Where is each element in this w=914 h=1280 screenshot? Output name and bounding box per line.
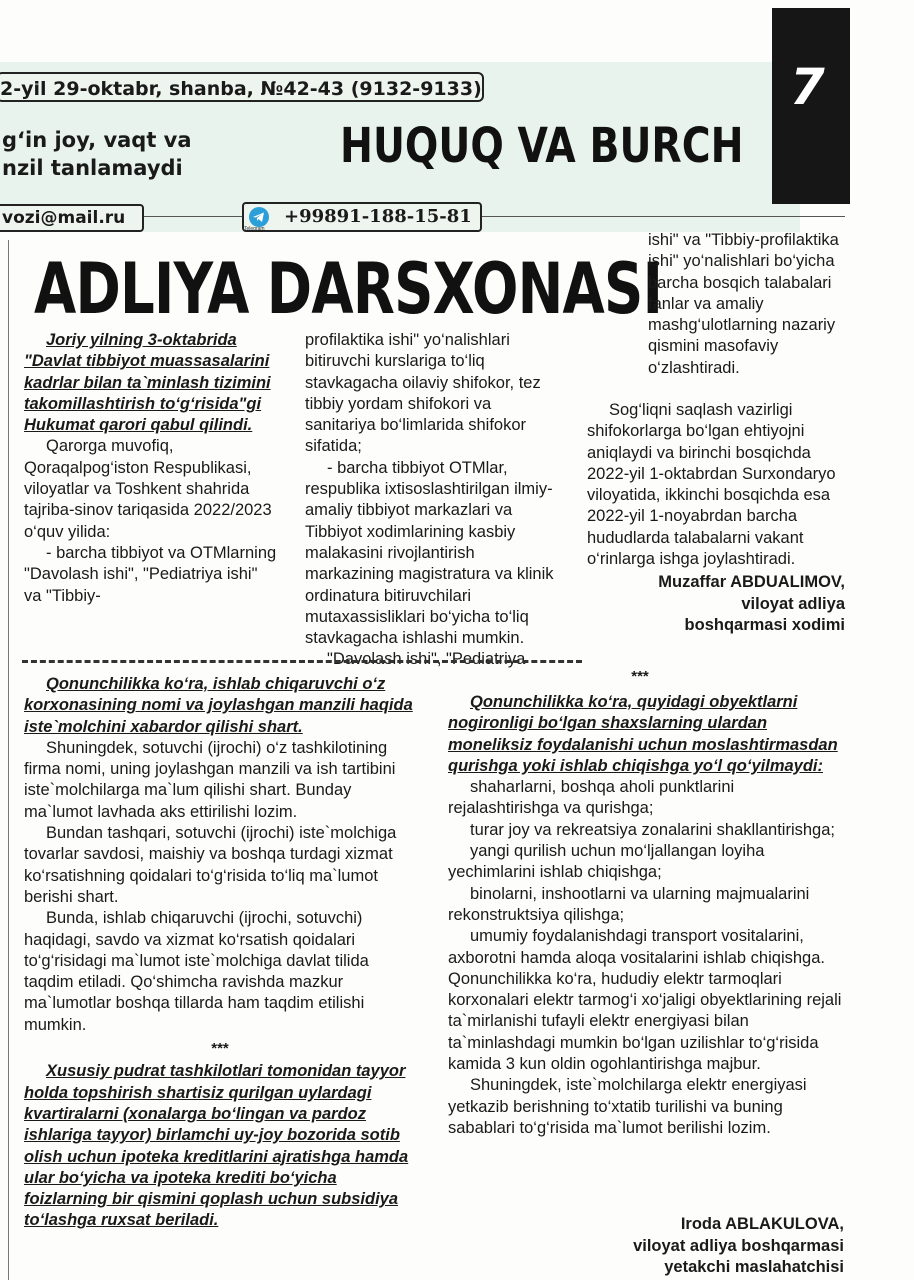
author-role: boshqarmasi xodimi	[684, 616, 845, 635]
right-news-list-item: binolarni, inshootlarni va ularning majmualarini rekonstruktsiya qilishga;	[448, 884, 810, 924]
left-news-column	[24, 674, 416, 1232]
phone-box	[242, 202, 482, 232]
left-news-paragraph: Bundan tashqari, sotuvchi (ijrochi) iste`molchiga tovarlar savdosi, maishiy va boshqa turdagi xizmat ko‘rsatishning qoidalari to‘g‘risida to‘liq ma`lumot berishi shart.	[24, 824, 397, 906]
newspaper-motto	[2, 126, 192, 182]
issue-date: 2-yil 29-oktabr, shanba, №42-43 (9132-9133)	[0, 78, 482, 100]
left-news-paragraph: Bunda, ishlab chiqaruvchi (ijrochi, sotuvchi) haqidagi, savdo va xizmat ko‘rsatish qoidalari to‘g‘risidagi ma`lumot iste`molchiga davlat tilida taqdim etiladi. Qo‘shimcha ravishda mazkur ma`lumotlar boshqa tillarda ham taqdim etilishi mumkin.	[24, 909, 369, 1034]
motto-line-1: g‘in joy, vaqt va	[2, 128, 192, 152]
section-divider	[22, 660, 582, 663]
article-headline: ADLIYA DARSXONASI	[34, 248, 663, 330]
right-news-column	[448, 692, 844, 1139]
article1-lead: Joriy yilning 3-oktabrida "Davlat tibbiyot muassasalarini kadrlar bilan ta`minlash tizimini takomillashtirish to‘g‘risida"gi Hukumat qarori qabul qilindi.	[24, 331, 271, 435]
article1-paragraph: ishi" va "Tibbiy-profilaktika ishi" yo‘nalishlari bo‘yicha barcha bosqich talabalari fanlar va amaliy mashg‘ulotlarning nazariy qismini masofaviy o‘zlashtiradi.	[648, 231, 839, 377]
page-edge-rule	[8, 240, 9, 1280]
right-news-paragraph: Shuningdek, iste`molchilarga elektr energiyasi yetkazib berishning to‘xtatib turilishi va buning sabablari to‘g‘risida ma`lumot berilishi lozim.	[448, 1076, 807, 1137]
author-role: yetakchi maslahatchisi	[664, 1258, 844, 1276]
right-news-list-item: yangi qurilish uchun mo‘ljallangan loyiha yechimlarini ishlab chiqishga;	[448, 842, 765, 882]
article1-paragraph: profilaktika ishi" yo‘nalishlari bitiruvchi kurslariga to‘liq stavkagacha oilaviy shifokor, tez tibbiy yordam shifokori va sanitariya bo‘limlarida shifokor sifatida;	[305, 331, 541, 456]
article1-list-item: - barcha tibbiyot va OTMlarning "Davolash ishi", "Pediatriya ishi" va "Tibbiy-	[24, 543, 277, 605]
right-news-list-item: shaharlarni, boshqa aholi punktlarini rejalashtirishga va qurishga;	[448, 778, 735, 818]
email-text: vozi@mail.ru	[2, 208, 126, 228]
page-number: 7	[790, 58, 825, 116]
phone-text: +99891-188-15-81	[284, 206, 472, 227]
article1-column-2	[305, 330, 563, 671]
article1-column-1	[24, 330, 279, 607]
author-name: Muzaffar ABDUALIMOV,	[658, 573, 845, 592]
article1-column-3a	[648, 230, 840, 379]
author-role: viloyat adliya	[741, 594, 845, 613]
article1-paragraph: "Davolash ishi", "Pediatriya	[327, 650, 526, 669]
article1-paragraph: Qarorga muvofiq, Qoraqalpog‘iston Respublikasi, viloyatlar va Toshkent shahrida tajriba-sinov tariqasida 2022/2023 o‘quv yilida:	[24, 437, 272, 541]
left-news-paragraph: Shuningdek, sotuvchi (ijrochi) o‘z tashkilotining firma nomi, uning joylashgan manzili va ish tartibini iste`molchilarga ma`lum qilishi shart. Bunday ma`lumot lavhada aks ettirilishi lozim.	[24, 738, 396, 821]
author-role: viloyat adliya boshqarmasi	[633, 1236, 844, 1255]
separator-stars: ***	[211, 1040, 229, 1058]
right-news-list-item: turar joy va rekreatsiya zonalarini shakllantirishga;	[470, 820, 835, 839]
separator-stars: ***	[631, 668, 649, 685]
article1-signature	[587, 572, 845, 637]
right-news-list-item: umumiy foydalanishdagi transport vositalarini, axborotni hamda aloqa vositalarini ishlab chiqishga. Qonunchilikka ko‘ra, hududiy elektr tarmoqlari korxonalari elektr tarmog‘i xo‘jaligi obyektlarining rejali ta`mirlanishi tufayli elektr energiyasi bilan ta`minlashdagi mumkin bo‘lgan uzilishlar to‘g‘risida kamida 3 kun oldin ogohlantirishga majbur.	[448, 927, 842, 1074]
section-title: HUQUQ VA BURCH	[340, 118, 744, 174]
issue-date-box	[0, 72, 484, 102]
telegram-label: Telegram	[244, 226, 265, 232]
motto-line-2: nzil tanlamaydi	[2, 156, 183, 180]
left-news-lead: Qonunchilikka ko‘ra, ishlab chiqaruvchi o‘z korxonasining nomi va joylashgan manzili haqida iste`molchini xabardor qilishi shart.	[24, 675, 413, 736]
author-name: Iroda ABLAKULOVA,	[680, 1215, 844, 1233]
right-news-lead: Qonunchilikka ko‘ra, quyidagi obyektlarni nogironligi bo‘lgan shaxslarning ulardan moneliksiz foydalanishi uchun moslashtirmasdan qurishga yoki ishlab chiqishga yo‘l qo‘yilmaydi:	[448, 693, 838, 775]
email-box	[0, 204, 144, 232]
right-news-signature	[560, 1214, 844, 1279]
left-news-lead: Xususiy pudrat tashkilotlari tomonidan tayyor holda topshirish shartisiz qurilgan uylardagi kvartiralarni (xonalarga bo‘lingan va pardoz ishlariga tayyor) birlamchi uy-joy bozorida sotib olish uchun ipoteka kreditlarini ajratishga hamda ular bo‘yicha va ipoteka krediti bo‘yicha foizlarning bir qismini qoplash uchun subsidiya to‘lashga ruxsat beriladi.	[24, 1062, 409, 1230]
article1-paragraph: Sog‘liqni saqlash vazirligi shifokorlarga bo‘lgan ehtiyojni aniqlaydi va birinchi bosqichda 2022-yil 1-oktabrdan Surxondaryo viloyatida, ikkinchi bosqichda esa 2022-yil 1-noyabrdan barcha hududlarda talabalarni vakant o‘rinlarga ishga joylashtiradi.	[587, 401, 836, 569]
article1-column-3b	[587, 400, 845, 637]
article1-paragraph: - barcha tibbiyot OTMlar, respublika ixtisoslashtirilgan ilmiy-amaliy tibbiyot markazlari va Tibbiyot xodimlarining kasbiy malakasini rivojlantirish markazining magistratura va klinik ordinatura bitiruvchilari mutaxassisliklari bo‘yicha to‘liq stavkagacha ishlashi mumkin.	[305, 458, 554, 648]
